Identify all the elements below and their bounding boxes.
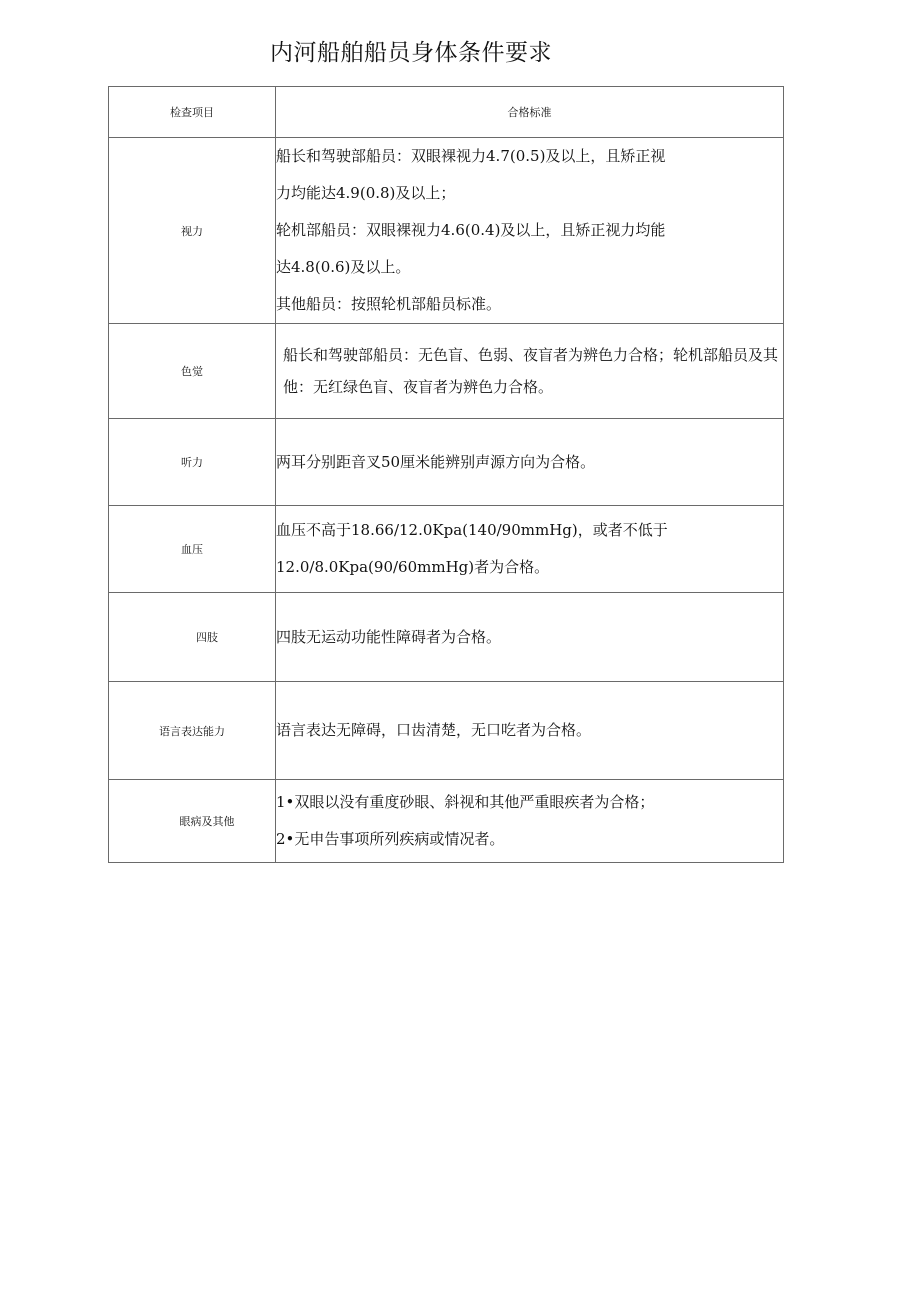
table-row-speech [109, 682, 784, 780]
standard-line: 2•无申告事项所列疾病或情况者。 [276, 830, 505, 848]
table-row-eye-disease [109, 780, 784, 863]
standard-line: 血压不高于18.66/12.0Kpa(140/90mmHg)，或者不低于 [276, 521, 668, 539]
row-item-blood-pressure: 血压 [109, 506, 276, 593]
standard-line: 船长和驾驶部船员：无色盲、色弱、夜盲者为辨色力合格；轮机部船员及其他：无红绿色盲、夜盲者为辨色力合格。 [283, 346, 779, 396]
standard-line: 船长和驾驶部船员：双眼裸视力4.7(0.5)及以上，且矫正视 [276, 147, 666, 165]
table-row-limbs [109, 593, 784, 682]
standard-line: 12.0/8.0Kpa(90/60mmHg)者为合格。 [276, 558, 550, 576]
row-item-color-vision: 色觉 [109, 324, 276, 419]
row-standard-hearing [276, 419, 784, 506]
standard-line: 四肢无运动功能性障碍者为合格。 [276, 627, 502, 646]
standard-line: 其他船员：按照轮机部船员标准。 [276, 295, 502, 313]
row-standard-color-vision [276, 324, 784, 419]
table-row-hearing [109, 419, 784, 506]
row-standard-eye-disease [276, 780, 784, 863]
row-item-limbs: 四肢 [109, 593, 276, 682]
row-standard-speech [276, 682, 784, 780]
standard-line: 力均能达4.9(0.8)及以上； [276, 184, 456, 202]
table-row-color-vision [109, 324, 784, 419]
requirements-table [108, 86, 784, 863]
header-item: 检查项目 [109, 87, 276, 138]
standard-line: 两耳分别距音叉50厘米能辨别声源方向为合格。 [276, 452, 596, 471]
table-header-row [109, 87, 784, 138]
row-item-speech: 语言表达能力 [109, 682, 276, 780]
row-item-eye-disease: 眼病及其他 [109, 780, 276, 863]
page-title: 内河船舶船员身体条件要求 [270, 40, 552, 66]
row-standard-vision [276, 138, 784, 324]
standard-line: 1•双眼以没有重度砂眼、斜视和其他严重眼疾者为合格； [276, 793, 655, 811]
row-standard-limbs [276, 593, 784, 682]
header-standard: 合格标准 [276, 87, 784, 138]
standard-line: 轮机部船员：双眼裸视力4.6(0.4)及以上，且矫正视力均能 [276, 221, 666, 239]
standard-line: 达4.8(0.6)及以上。 [276, 258, 411, 276]
row-item-vision: 视力 [109, 138, 276, 324]
table-row-blood-pressure [109, 506, 784, 593]
row-item-hearing: 听力 [109, 419, 276, 506]
row-standard-blood-pressure [276, 506, 784, 593]
table-row-vision [109, 138, 784, 324]
standard-line: 语言表达无障碍，口齿清楚，无口吃者为合格。 [276, 721, 592, 739]
